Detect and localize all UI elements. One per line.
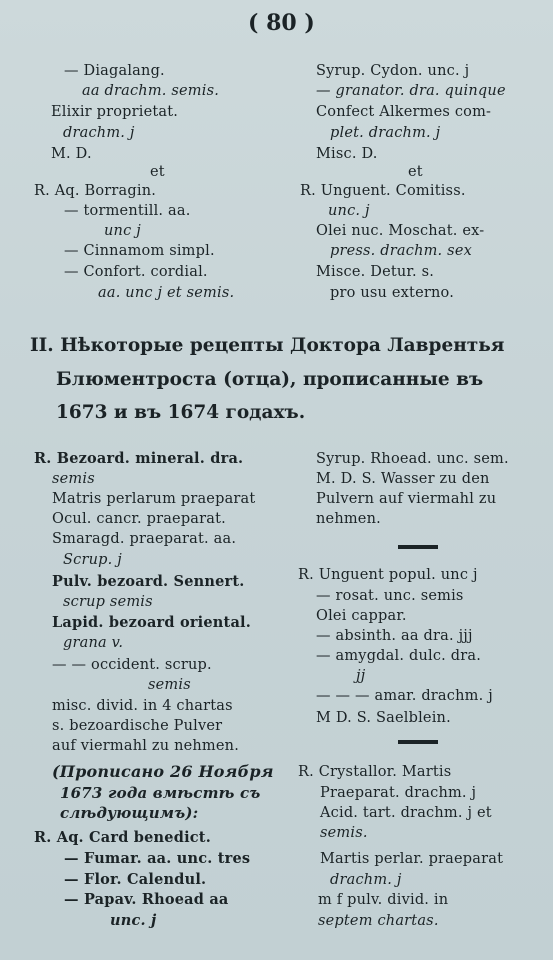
- note-line: слѣдующимъ):: [60, 804, 199, 822]
- text-line: Confect Alkermes com-: [316, 104, 492, 120]
- divider-rule: [398, 740, 438, 744]
- text-line: M D. S. Saelblein.: [316, 710, 451, 726]
- text-line: — Cinnamom simpl.: [64, 243, 215, 259]
- text-line: misc. divid. in 4 chartas: [52, 698, 233, 714]
- text-line: Pulv. bezoard. Sennert.: [52, 573, 245, 590]
- text-line: semis.: [320, 825, 368, 841]
- text-line: Misc. D.: [316, 146, 378, 162]
- text-line: Syrup. Cydon. unc. j: [316, 63, 470, 79]
- text-line: Olei cappar.: [316, 608, 407, 624]
- text-line: drachm. j: [63, 125, 135, 141]
- divider-rule: [398, 545, 438, 549]
- text-line: m f pulv. divid. in: [318, 892, 449, 908]
- text-line: Martis perlar. praeparat: [320, 851, 504, 867]
- section-heading-line: Блюментроста (отца), прописанные въ: [56, 369, 484, 390]
- recipe-line: R. Unguent popul. unc j: [298, 567, 478, 583]
- section-heading-line: 1673 и въ 1674 годахъ.: [56, 402, 306, 423]
- recipe-line: R. Aq. Card benedict.: [34, 829, 211, 846]
- section-heading-line: II. Нѣкоторые рецепты Доктора Лаврентья: [30, 335, 505, 356]
- text-line: unc. j: [110, 912, 157, 929]
- text-line: et: [408, 164, 423, 180]
- text-line: Misce. Detur. s.: [316, 264, 435, 280]
- text-line: Smaragd. praeparat. aa.: [52, 531, 237, 547]
- text-line: — — — amar. drachm. j: [316, 688, 493, 704]
- text-line: semis: [148, 677, 191, 693]
- text-line: — Fumar. aa. unc. tres: [64, 850, 251, 867]
- text-line: Matris perlarum praeparat: [52, 491, 256, 507]
- recipe-line: R. Bezoard. mineral. dra.: [34, 450, 244, 467]
- recipe-line: R. Aq. Borragin.: [34, 183, 157, 199]
- text-line: jj: [356, 668, 366, 684]
- text-line: grana v.: [63, 635, 124, 651]
- text-line: M. D.: [51, 146, 92, 162]
- text-line: Syrup. Rhoead. unc. sem.: [316, 451, 509, 467]
- text-line: pro usu externo.: [330, 285, 455, 301]
- text-line: unc. j: [328, 203, 370, 219]
- text-line: auf viermahl zu nehmen.: [52, 738, 240, 754]
- text-line: aa. unc j et semis.: [98, 285, 235, 301]
- page-number: ( 80 ): [248, 10, 315, 36]
- text-line: — Flor. Calendul.: [64, 871, 207, 888]
- text-line: — Diagalang.: [64, 63, 165, 79]
- text-line: — tormentill. aa.: [64, 203, 191, 219]
- recipe-line: R. Crystallor. Martis: [298, 764, 452, 780]
- text-line: Pulvern auf viermahl zu: [316, 491, 497, 507]
- text-line: scrup semis: [63, 594, 153, 610]
- note-line: 1673 года вмѣстѣ съ: [60, 784, 261, 802]
- text-line: unc j: [104, 223, 141, 239]
- text-line: Elixir proprietat.: [51, 104, 179, 120]
- note-line: (Прописано 26 Ноября: [52, 762, 274, 781]
- text-line: — rosat. unc. semis: [316, 588, 464, 604]
- text-line: Lapid. bezoard oriental.: [52, 614, 251, 631]
- text-line: — absinth. aa dra. jjj: [316, 628, 473, 644]
- text-line: et: [150, 164, 165, 180]
- text-line: septem chartas.: [318, 913, 439, 929]
- text-line: Olei nuc. Moschat. ex-: [316, 223, 485, 239]
- text-line: M. D. S. Wasser zu den: [316, 471, 490, 487]
- text-line: press. drachm. sex: [330, 243, 472, 259]
- text-line: — granator. dra. quinque: [316, 83, 506, 99]
- text-line: Praeparat. drachm. j: [320, 785, 477, 801]
- text-line: aa drachm. semis.: [82, 83, 220, 99]
- text-line: s. bezoardische Pulver: [52, 718, 223, 734]
- text-line: — Confort. cordial.: [64, 264, 208, 280]
- text-line: Acid. tart. drachm. j et: [320, 805, 492, 821]
- text-line: Ocul. cancr. praeparat.: [52, 511, 226, 527]
- text-line: semis: [52, 471, 95, 487]
- text-line: drachm. j: [330, 872, 402, 888]
- text-line: — — occident. scrup.: [52, 657, 212, 673]
- recipe-line: R. Unguent. Comitiss.: [300, 183, 466, 199]
- text-line: — amygdal. dulc. dra.: [316, 648, 482, 664]
- text-line: Scrup. j: [63, 552, 122, 568]
- text-line: nehmen.: [316, 511, 381, 527]
- text-line: plet. drachm. j: [330, 125, 441, 141]
- text-line: — Papav. Rhoead aa: [64, 891, 229, 908]
